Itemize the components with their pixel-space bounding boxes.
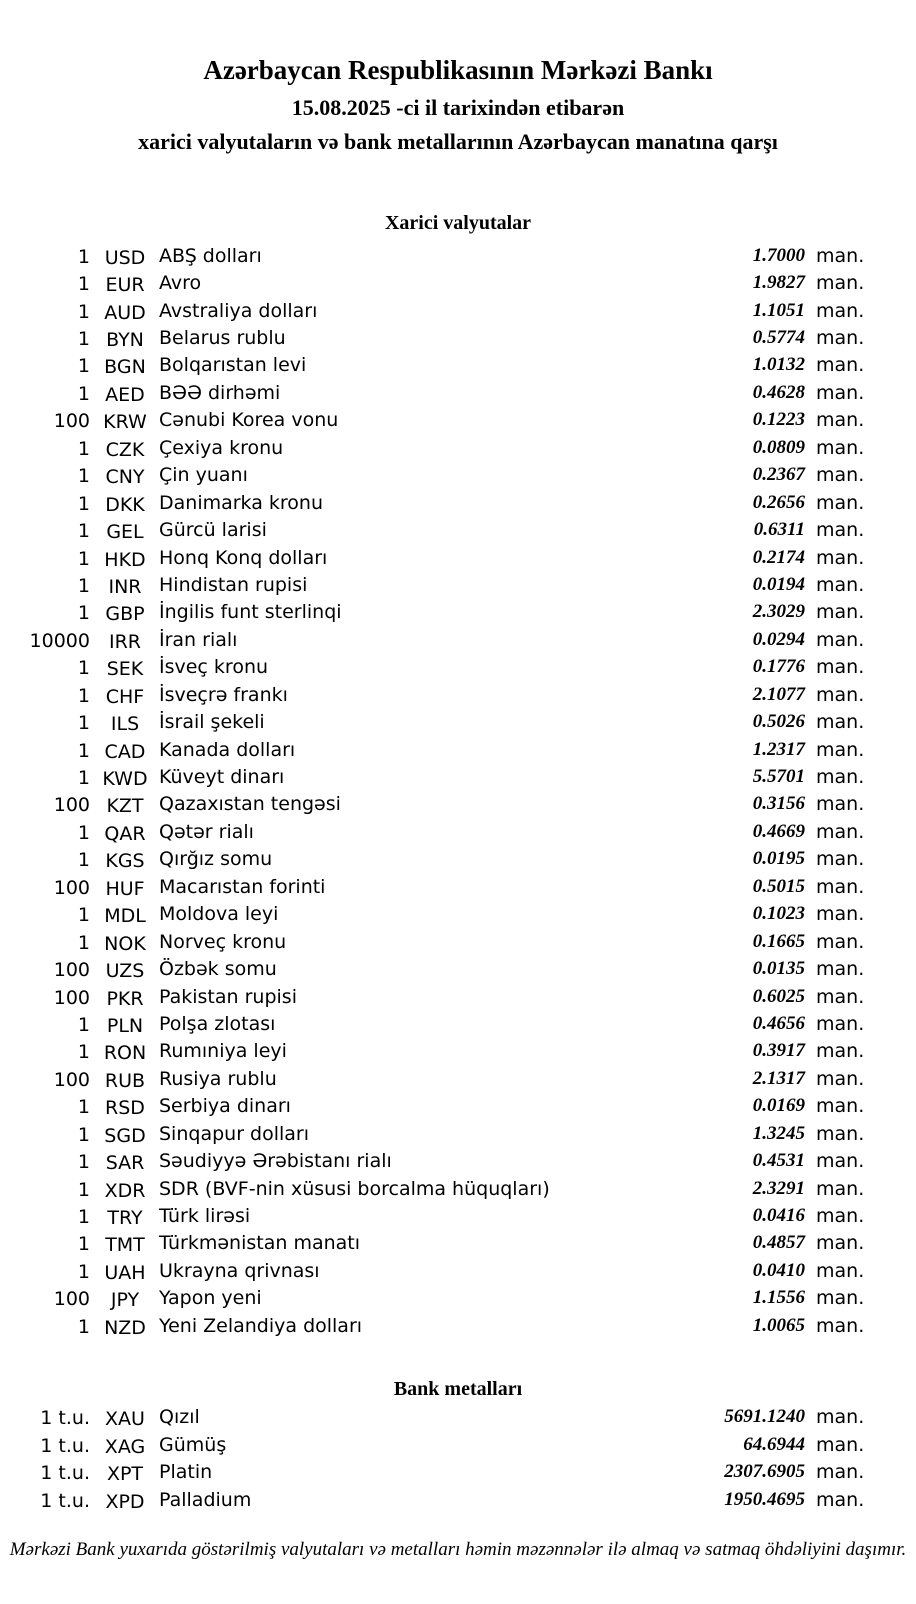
currency-code: XDR — [104, 1179, 146, 1202]
rate-unit-label: man. — [816, 1067, 865, 1090]
rate-value: 0.6025 — [752, 985, 805, 1007]
currency-name: Səudiyyə Ərəbistanı rialı — [159, 1150, 392, 1173]
currency-code: TRY — [107, 1207, 143, 1230]
rate-unit-label: man. — [816, 875, 865, 898]
rate-value: 1.1051 — [752, 299, 805, 321]
amount-value: 1 — [77, 520, 90, 543]
currency-name: İran rialı — [159, 628, 238, 651]
rate-row — [0, 1458, 916, 1485]
currency-code: INR — [108, 575, 142, 598]
metal-rate-table — [0, 1404, 916, 1514]
rate-value: 0.2174 — [752, 546, 805, 568]
currency-code: RON — [103, 1042, 147, 1065]
amount-value: 100 — [53, 1288, 90, 1311]
rate-value: 1.0065 — [752, 1314, 805, 1336]
currency-name: Honq Konq dolları — [159, 546, 328, 569]
rate-value: 0.1023 — [752, 903, 805, 925]
rate-value: 0.3156 — [752, 793, 805, 815]
rate-value: 64.6944 — [743, 1433, 805, 1455]
currency-code: CHF — [105, 685, 145, 708]
currency-code: TMT — [105, 1234, 145, 1257]
currency-name: Yapon yeni — [159, 1287, 262, 1310]
rate-unit-label: man. — [816, 1287, 865, 1310]
currency-code: PKR — [106, 987, 144, 1010]
currency-code: IRR — [108, 630, 141, 653]
rate-row — [0, 1175, 916, 1202]
currency-code: KRW — [103, 411, 147, 434]
rate-row — [0, 763, 916, 790]
amount-value: 100 — [53, 876, 90, 899]
rate-value: 5.5701 — [752, 766, 805, 788]
currency-name: Hindistan rupisi — [159, 573, 308, 596]
currency-name: Qətər rialı — [159, 820, 254, 843]
rate-value: 0.0195 — [752, 848, 805, 870]
amount-value: 1 — [77, 684, 90, 707]
currency-code: RUB — [104, 1069, 146, 1092]
amount-value: 1 — [77, 821, 90, 844]
amount-value: 100 — [53, 959, 90, 982]
rate-row — [0, 489, 916, 516]
rate-row — [0, 1230, 916, 1257]
rate-unit-label: man. — [816, 1012, 865, 1035]
rate-unit-label: man. — [816, 1433, 865, 1456]
currency-code: USD — [104, 246, 146, 269]
rate-row — [0, 818, 916, 845]
amount-value: 1 — [77, 1151, 90, 1174]
currency-name: Gürcü larisi — [159, 519, 267, 542]
rate-row — [0, 736, 916, 763]
currency-name: BƏƏ dirhəmi — [159, 381, 281, 404]
currency-name: Çin yuanı — [159, 464, 248, 487]
rate-unit-label: man. — [816, 766, 865, 789]
header-description: xarici valyutaların və bank metallarının Azərbaycan manatına qarşı — [138, 129, 778, 154]
rate-value: 0.4628 — [752, 381, 805, 403]
rate-row — [0, 791, 916, 818]
amount-value: 1 t.u. — [40, 1434, 90, 1457]
currency-name: Avro — [159, 272, 202, 295]
rate-row — [0, 516, 916, 543]
currency-name: Yeni Zelandiya dolları — [159, 1314, 363, 1337]
currency-name: Rumıniya leyi — [159, 1040, 287, 1063]
amount-value: 1 — [77, 1123, 90, 1146]
currency-name: Danimarka kronu — [159, 491, 324, 514]
currency-name: Pakistan rupisi — [159, 985, 297, 1008]
rate-row — [0, 599, 916, 626]
amount-value: 1 — [77, 492, 90, 515]
currency-code: CNY — [105, 466, 145, 489]
rate-row — [0, 983, 916, 1010]
currency-code: NOK — [104, 932, 146, 955]
rate-value: 1.7000 — [752, 244, 805, 266]
amount-value: 1 t.u. — [40, 1489, 90, 1512]
rate-row — [0, 1404, 916, 1431]
currency-code: ILS — [110, 713, 140, 736]
rate-row — [0, 1038, 916, 1065]
currency-code: XPD — [105, 1490, 145, 1513]
rate-unit-label: man. — [816, 327, 865, 350]
rate-unit-label: man. — [816, 1232, 865, 1255]
currency-code: KZT — [106, 795, 144, 818]
currency-name: Türkmənistan manatı — [159, 1232, 361, 1255]
amount-value: 1 — [77, 904, 90, 927]
currency-name: Kanada dolları — [159, 738, 296, 761]
rate-row — [0, 654, 916, 681]
amount-value: 100 — [53, 986, 90, 1009]
amount-value: 1 — [77, 602, 90, 625]
rate-row — [0, 955, 916, 982]
currency-name: Bolqarıstan levi — [159, 354, 307, 377]
currency-code: KWD — [102, 768, 148, 791]
amount-value: 100 — [53, 794, 90, 817]
currency-name: Serbiya dinarı — [159, 1095, 291, 1118]
rate-value: 0.3917 — [752, 1040, 805, 1062]
rate-unit-label: man. — [816, 436, 865, 459]
amount-value: 1 — [77, 1233, 90, 1256]
currency-code: SEK — [106, 658, 144, 681]
rate-row — [0, 901, 916, 928]
rate-unit-label: man. — [816, 1259, 865, 1282]
rate-value: 1.2317 — [752, 738, 805, 760]
rate-row — [0, 434, 916, 461]
amount-value: 1 — [77, 739, 90, 762]
rate-row — [0, 1010, 916, 1037]
amount-value: 1 — [77, 1096, 90, 1119]
currency-name: Qırğız somu — [159, 848, 273, 871]
rate-unit-label: man. — [816, 1406, 865, 1429]
rate-value: 1.1556 — [752, 1287, 805, 1309]
currency-code: XAG — [104, 1435, 146, 1458]
currency-code: DKK — [105, 493, 145, 516]
rate-unit-label: man. — [816, 464, 865, 487]
rate-value: 0.4531 — [752, 1150, 805, 1172]
amount-value: 1 — [77, 355, 90, 378]
rate-value: 0.6311 — [753, 519, 805, 541]
rate-row — [0, 544, 916, 571]
currency-code: SGD — [104, 1124, 146, 1147]
rate-value: 0.1223 — [752, 409, 805, 431]
rate-value: 1950.4695 — [724, 1488, 805, 1510]
rate-value: 1.9827 — [752, 272, 805, 294]
currency-code: CZK — [105, 438, 145, 461]
rate-unit-label: man. — [816, 354, 865, 377]
currency-name: Avstraliya dolları — [159, 299, 318, 322]
amount-value: 1 — [77, 1260, 90, 1283]
rate-unit-label: man. — [816, 793, 865, 816]
currency-name: İsveçrə frankı — [159, 683, 288, 706]
rate-unit-label: man. — [816, 930, 865, 953]
rate-value: 5691.1240 — [724, 1406, 805, 1428]
currency-name: Rusiya rublu — [159, 1067, 277, 1090]
rate-unit-label: man. — [816, 1314, 865, 1337]
rate-value: 0.0194 — [752, 573, 805, 595]
rate-unit-label: man. — [816, 546, 865, 569]
rate-unit-label: man. — [816, 1122, 865, 1145]
rate-unit-label: man. — [816, 1205, 865, 1228]
currency-name: Gümüş — [159, 1433, 227, 1456]
rate-row — [0, 1147, 916, 1174]
currency-name: Küveyt dinarı — [159, 766, 285, 789]
currency-code: HUF — [105, 877, 145, 900]
rate-unit-label: man. — [816, 272, 865, 295]
currency-code: AUD — [104, 301, 146, 324]
amount-value: 1 — [77, 1041, 90, 1064]
rate-row — [0, 269, 916, 296]
currency-name: Cənubi Korea vonu — [159, 409, 339, 432]
rate-unit-label: man. — [816, 848, 865, 871]
rate-unit-label: man. — [816, 985, 865, 1008]
amount-value: 1 t.u. — [40, 1407, 90, 1430]
currency-name: İsrail şekeli — [159, 711, 265, 734]
currency-name: Macarıstan forinti — [159, 875, 326, 898]
currency-code: BYN — [106, 329, 144, 352]
rate-unit-label: man. — [816, 656, 865, 679]
currency-name: Moldova leyi — [159, 903, 279, 926]
currency-name: Çexiya kronu — [159, 436, 284, 459]
currency-name: Belarus rublu — [159, 327, 286, 350]
rate-unit-label: man. — [816, 1488, 865, 1511]
rate-value: 0.0169 — [752, 1095, 805, 1117]
currency-code: GBP — [105, 603, 145, 626]
amount-value: 1 — [77, 1178, 90, 1201]
currency-code: NZD — [104, 1316, 146, 1339]
rate-unit-label: man. — [816, 1461, 865, 1484]
rate-row — [0, 1120, 916, 1147]
rate-unit-label: man. — [816, 573, 865, 596]
amount-value: 1 — [77, 657, 90, 680]
rate-value: 0.0294 — [752, 628, 805, 650]
amount-value: 1 — [77, 712, 90, 735]
rate-value: 0.5015 — [752, 875, 805, 897]
currency-name: İsveç kronu — [159, 656, 269, 679]
amount-value: 1 — [77, 767, 90, 790]
amount-value: 1 — [77, 465, 90, 488]
currency-code: HKD — [104, 548, 146, 571]
rate-row — [0, 571, 916, 598]
amount-value: 1 — [77, 328, 90, 351]
currency-code: CAD — [104, 740, 146, 763]
rate-value: 2.1317 — [752, 1067, 805, 1089]
currency-code: EUR — [105, 274, 145, 297]
rate-unit-label: man. — [816, 711, 865, 734]
amount-value: 1 t.u. — [40, 1462, 90, 1485]
rate-unit-label: man. — [816, 820, 865, 843]
rate-unit-label: man. — [816, 409, 865, 432]
rate-row — [0, 1285, 916, 1312]
rate-value: 0.1776 — [752, 656, 805, 678]
section-title-foreign-currencies: Xarici valyutalar — [384, 212, 532, 234]
rate-value: 2.3291 — [752, 1177, 805, 1199]
rate-unit-label: man. — [816, 1040, 865, 1063]
rate-unit-label: man. — [816, 491, 865, 514]
currency-code: UAH — [104, 1261, 146, 1284]
amount-value: 1 — [77, 273, 90, 296]
rate-row — [0, 1202, 916, 1229]
amount-value: 1 — [77, 382, 90, 405]
rate-value: 2.3029 — [752, 601, 805, 623]
rate-value: 0.4669 — [752, 820, 805, 842]
amount-value: 1 — [77, 1206, 90, 1229]
currency-name: ABŞ dolları — [159, 244, 262, 267]
rate-row — [0, 379, 916, 406]
rate-unit-label: man. — [816, 244, 865, 267]
rate-value: 0.2367 — [752, 464, 805, 486]
amount-value: 100 — [53, 410, 90, 433]
amount-value: 100 — [53, 1068, 90, 1091]
rate-row — [0, 708, 916, 735]
currency-name: Polşa zlotası — [159, 1012, 276, 1035]
rate-row — [0, 1312, 916, 1339]
rate-unit-label: man. — [816, 683, 865, 706]
currency-name: Norveç kronu — [159, 930, 287, 953]
currency-name: SDR (BVF-nin xüsusi borcalma hüquqları) — [159, 1177, 550, 1200]
currency-name: Türk lirəsi — [159, 1205, 251, 1228]
currency-name: İngilis funt sterlinqi — [159, 601, 342, 624]
rate-unit-label: man. — [816, 903, 865, 926]
currency-code: JPY — [110, 1289, 140, 1312]
section-title-bank-metals: Bank metalları — [393, 1377, 523, 1400]
rate-unit-label: man. — [816, 601, 865, 624]
rate-row — [0, 1431, 916, 1458]
rate-row — [0, 846, 916, 873]
currency-code: BGN — [104, 356, 146, 379]
rate-unit-label: man. — [816, 628, 865, 651]
currency-name: Qazaxıstan tengəsi — [159, 793, 341, 816]
rate-unit-label: man. — [816, 738, 865, 761]
rate-value: 0.1665 — [752, 930, 805, 952]
rate-row — [0, 1486, 916, 1513]
amount-value: 1 — [77, 1315, 90, 1338]
currency-code: KGS — [105, 850, 145, 873]
rate-value: 0.2656 — [752, 491, 805, 513]
rate-row — [0, 1257, 916, 1284]
amount-value: 1 — [77, 574, 90, 597]
disclaimer-text: Mərkəzi Bank yuxarıda göstərilmiş valyutaları və metalları həmin məzənnələr ilə almaq və satmaq öhdəliyini daşımır. — [9, 1539, 907, 1561]
rate-row — [0, 324, 916, 351]
rate-value: 2307.6905 — [724, 1461, 805, 1483]
rate-unit-label: man. — [816, 1150, 865, 1173]
amount-value: 1 — [77, 1013, 90, 1036]
currency-code: PLN — [106, 1014, 144, 1037]
rate-unit-label: man. — [816, 519, 865, 542]
amount-value: 1 — [77, 547, 90, 570]
rate-value: 1.3245 — [752, 1122, 805, 1144]
rate-value: 0.0135 — [752, 958, 805, 980]
currency-code: SAR — [105, 1152, 145, 1175]
page-title: Azərbaycan Respublikasının Mərkəzi Bankı — [203, 55, 713, 85]
rate-unit-label: man. — [816, 1177, 865, 1200]
rate-value: 0.5026 — [752, 711, 805, 733]
rate-row — [0, 681, 916, 708]
rate-unit-label: man. — [816, 381, 865, 404]
rate-value: 0.0416 — [752, 1205, 805, 1227]
rate-value: 0.0809 — [752, 436, 805, 458]
rate-unit-label: man. — [816, 958, 865, 981]
amount-value: 1 — [77, 245, 90, 268]
currency-code: UZS — [105, 960, 145, 983]
amount-value: 10000 — [29, 629, 90, 652]
currency-name: Ukrayna qrivnası — [159, 1259, 320, 1282]
rate-value: 0.4656 — [752, 1012, 805, 1034]
effective-date: 15.08.2025 -ci il tarixindən etibarən — [291, 95, 625, 120]
rate-row — [0, 352, 916, 379]
rate-row — [0, 1065, 916, 1092]
currency-code: RSD — [105, 1097, 145, 1120]
currency-code: XAU — [105, 1408, 145, 1431]
rate-unit-label: man. — [816, 1095, 865, 1118]
currency-code: XPT — [106, 1463, 144, 1486]
rate-row — [0, 297, 916, 324]
currency-rate-table — [0, 242, 916, 1340]
rate-row — [0, 626, 916, 653]
rate-value: 0.5774 — [752, 327, 805, 349]
rate-row — [0, 928, 916, 955]
rate-row — [0, 242, 916, 269]
amount-value: 1 — [77, 931, 90, 954]
currency-name: Palladium — [159, 1488, 252, 1511]
rate-unit-label: man. — [816, 299, 865, 322]
amount-value: 1 — [77, 300, 90, 323]
currency-name: Qızıl — [159, 1406, 200, 1429]
amount-value: 1 — [77, 849, 90, 872]
rate-row — [0, 407, 916, 434]
currency-name: Platin — [159, 1461, 213, 1484]
rate-row — [0, 1093, 916, 1120]
currency-code: QAR — [104, 822, 146, 845]
currency-code: GEL — [106, 521, 144, 544]
currency-name: Sinqapur dolları — [159, 1122, 310, 1145]
currency-name: Özbək somu — [159, 958, 277, 981]
amount-value: 1 — [77, 437, 90, 460]
rate-value: 2.1077 — [752, 683, 805, 705]
currency-code: AED — [105, 383, 145, 406]
rate-value: 1.0132 — [752, 354, 805, 376]
currency-code: MDL — [104, 905, 146, 928]
rate-value: 0.0410 — [752, 1259, 805, 1281]
rate-row — [0, 873, 916, 900]
rate-value: 0.4857 — [752, 1232, 805, 1254]
rate-row — [0, 462, 916, 489]
